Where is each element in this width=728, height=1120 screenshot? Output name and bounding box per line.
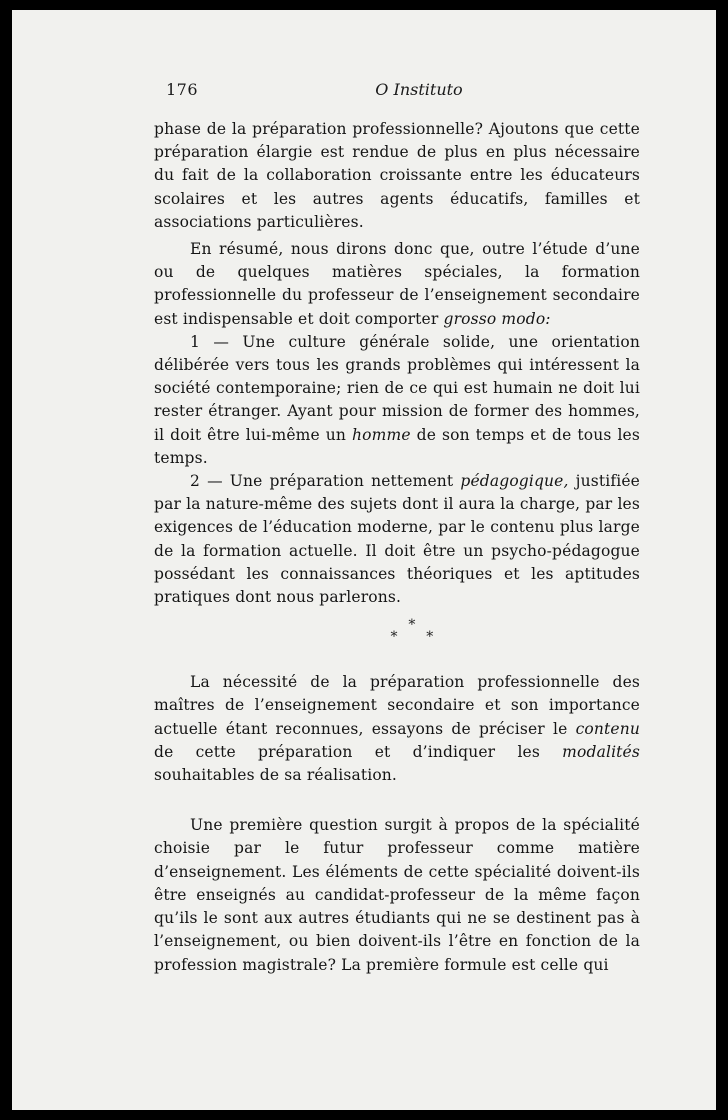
page-number: 176 — [166, 80, 199, 99]
paragraph-5-text-start: La nécessité de la préparation professionnelle des maîtres de l’enseignement secondaire et son importance actuelle étant reconnues, essayons de préciser le — [154, 673, 640, 738]
asterism-bottom: * * — [390, 629, 434, 646]
paragraph-2 — [154, 238, 640, 331]
paragraph-3 — [154, 331, 640, 470]
section-break — [154, 609, 640, 671]
paragraph-1-text: phase de la préparation professionnelle? Ajoutons que cette préparation élargie est rendue de plus en plus nécessaire du fait de la collaboration croissante entre les éducateurs scolaires et les autres agents éducatifs, familles et associations particulières. — [154, 120, 640, 231]
italic-word: modalités — [562, 742, 640, 761]
paragraph-3-text-start: 1 — Une culture générale solide, une orientation délibérée vers tous les grands problèmes qui intéressent la société contemporaine; rien de ce qui est humain ne doit lui rester étranger. Ayant pour mission de former des hommes, il doit être lui-même un — [154, 332, 640, 444]
italic-word: contenu — [575, 719, 640, 738]
paragraph-2-text: En résumé, nous dirons donc que, outre l’étude d’une ou de quelques matières spéciales, la formation professionnelle du professeur de l’enseignement secondaire est indispensable et doit comporter — [154, 240, 640, 328]
asterism-top: * — [408, 617, 416, 634]
paragraph-1 — [154, 118, 640, 234]
asterism — [154, 617, 640, 646]
paragraph-5-text-end: souhaitables de sa réalisation. — [154, 766, 398, 785]
paragraph-4-text-end: justifiée par la nature-même des sujets dont il aura la charge, par les exigences de l’éducation moderne, par le contenu plus large de la formation actuelle. Il doit être un psycho-pédagogue possédant les connaissances théoriques et les aptitudes pratiques dont nous parlerons. — [154, 472, 640, 607]
paragraph-6 — [154, 814, 640, 976]
paragraph-4 — [154, 470, 640, 609]
paragraph-5 — [154, 671, 640, 787]
italic-word: homme — [352, 425, 411, 444]
running-title: O Instituto — [375, 80, 463, 99]
body-text — [154, 118, 640, 977]
italic-phrase: grosso modo: — [443, 309, 551, 328]
paragraph-gap — [154, 787, 640, 810]
page-header — [166, 80, 652, 104]
paragraph-6-text: Une première question surgit à propos de la spécialité choisie par le futur professeur comme matière d’enseignement. Les éléments de cette spécialité doivent-ils être enseignés au candidat-professeur de la même façon qu’ils le sont aux autres étudiants qui ne se destinent pas à l’enseignement, ou bien doivent-ils l’être en fonction de la profession magistrale? La première formule est celle qui — [154, 816, 640, 974]
italic-word: pédagogique, — [460, 472, 569, 491]
paragraph-5-text-middle: de cette préparation et d’indiquer les — [154, 742, 563, 761]
paragraph-3-text-end: de son temps et de tous les temps. — [154, 425, 640, 467]
paragraph-4-text-start: 2 — Une préparation nettement — [190, 472, 461, 491]
